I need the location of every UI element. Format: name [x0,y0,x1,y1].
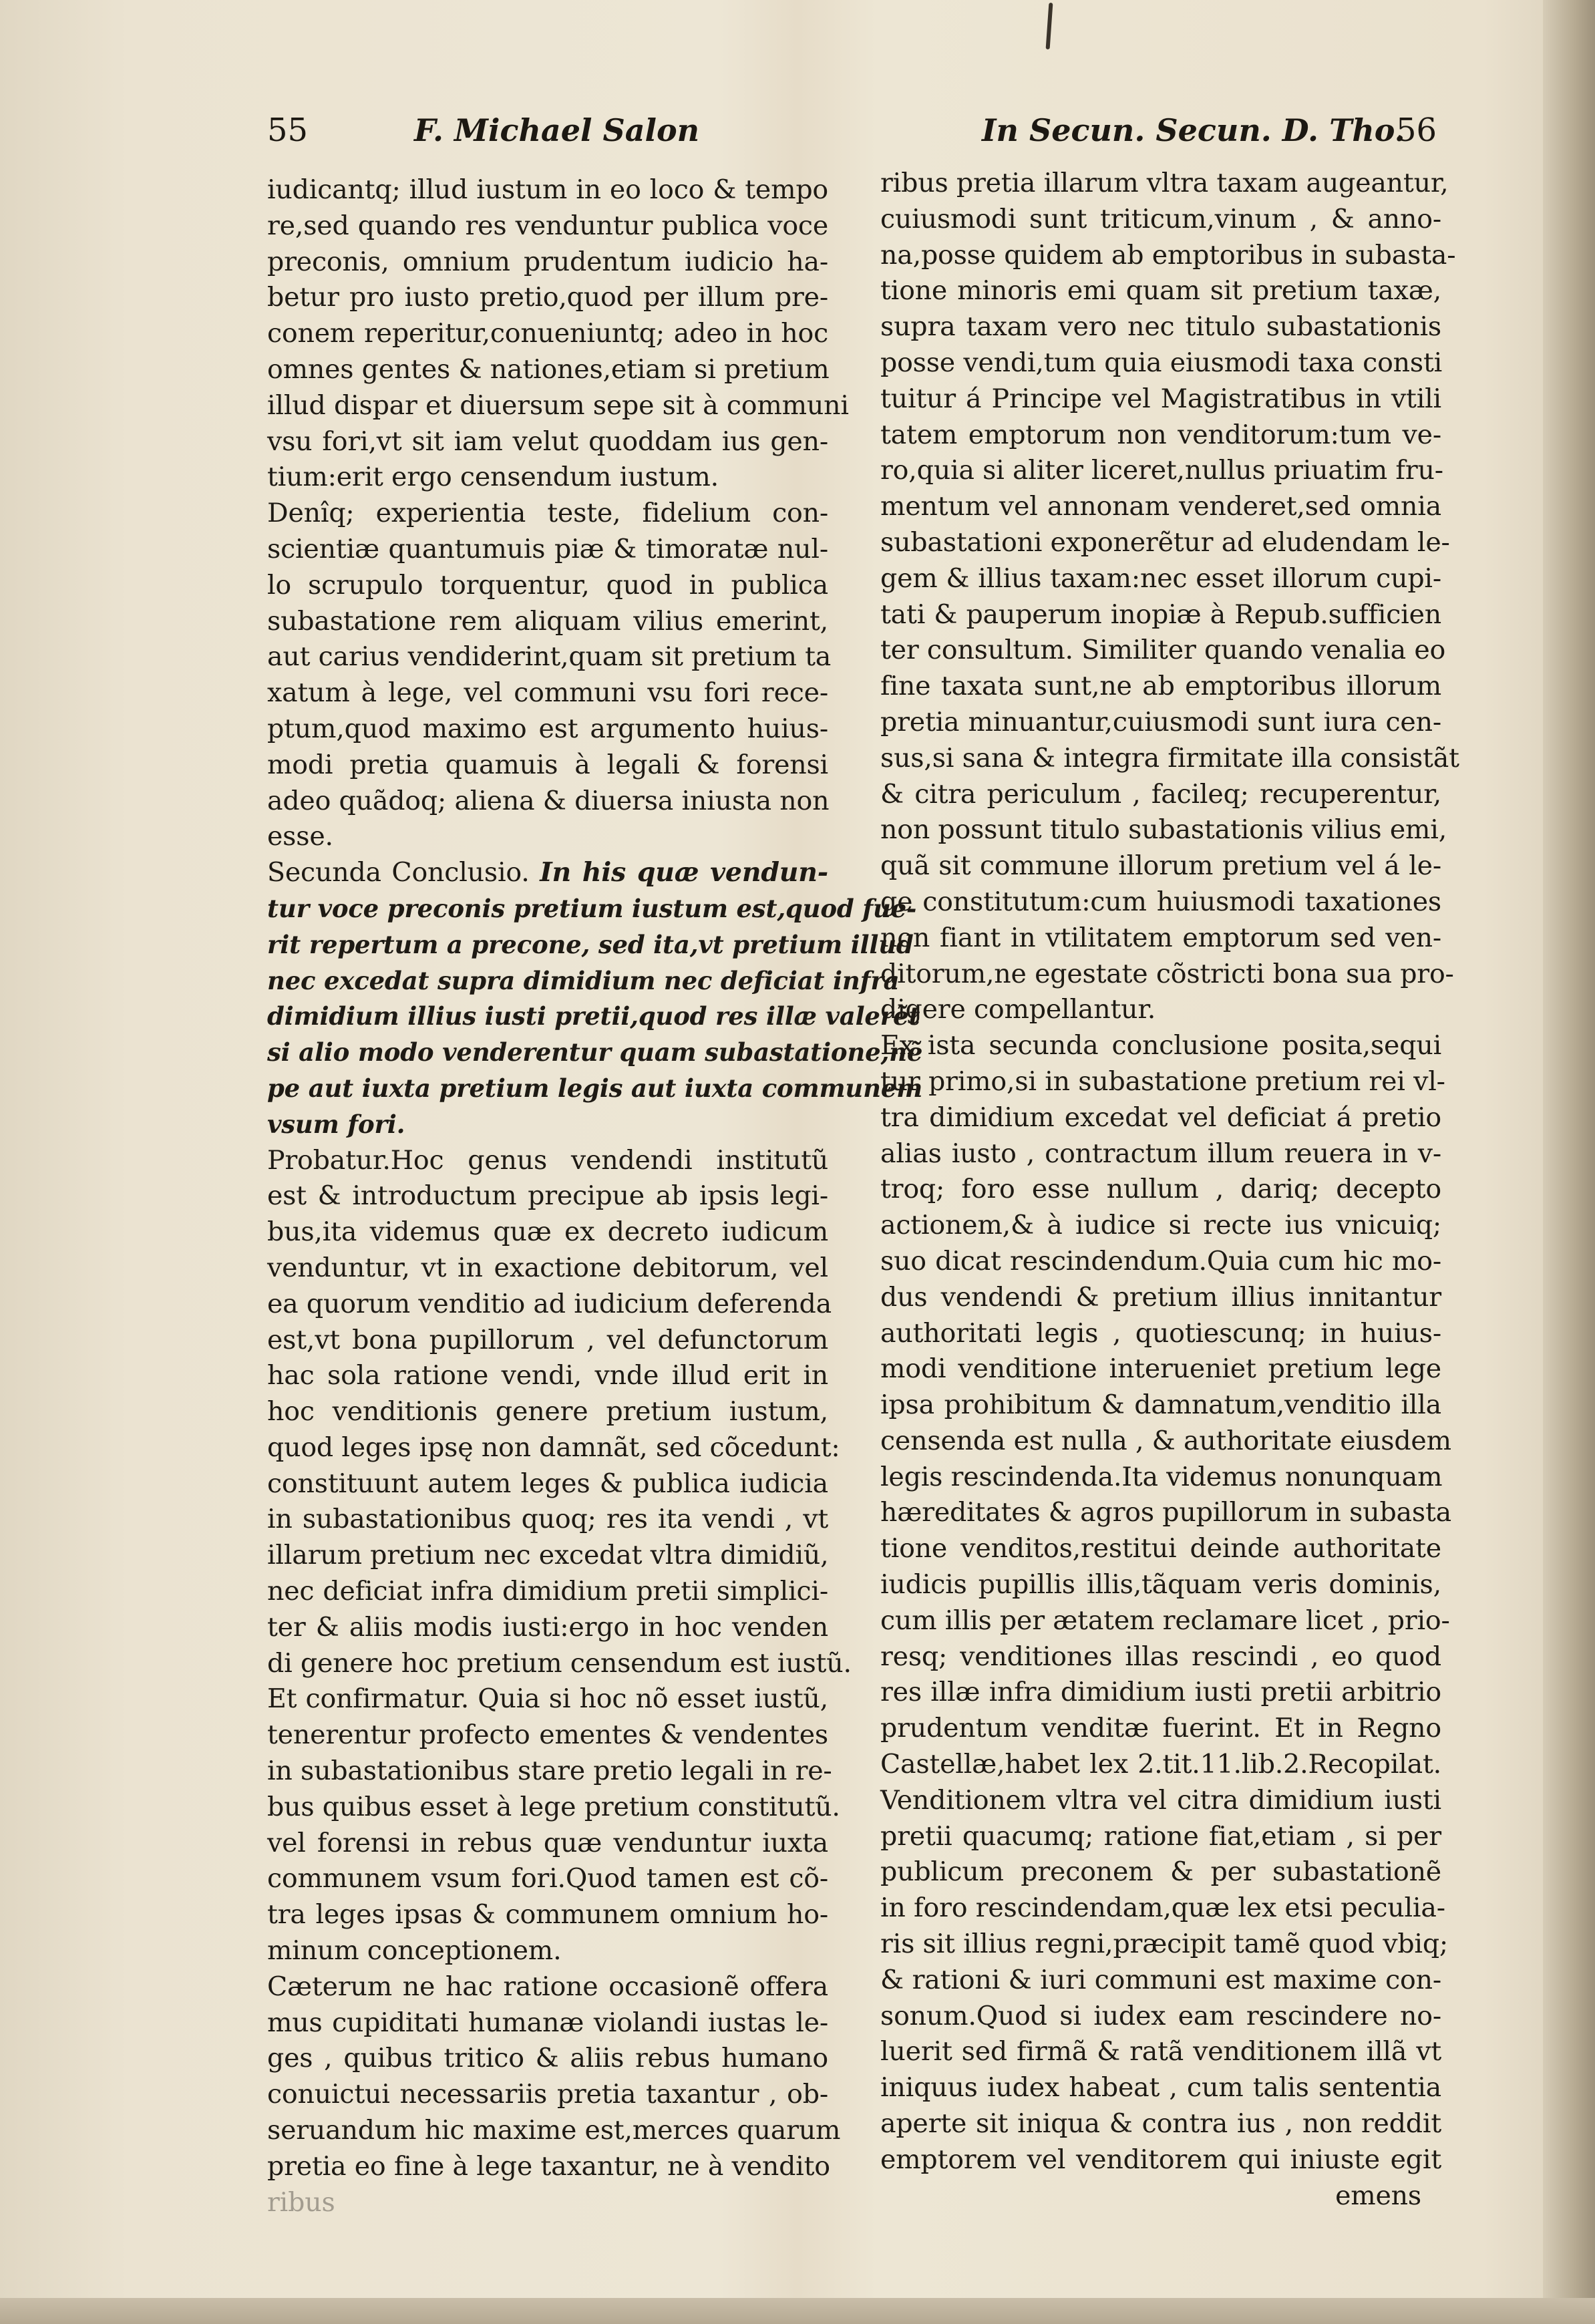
text-line: Probatur.Hoc genus vendendi institutũ [267,1144,828,1176]
text-line: adeo quãdoq; aliena & diuersa iniusta non [267,785,830,816]
text-line: hoc venditionis genere pretium iustum, [267,1396,828,1428]
text-line: nec deficiat infra dimidium pretii simplici- [267,1576,828,1607]
text-line: publicum preconem & per subastationẽ [880,1856,1441,1888]
text-line: tenerentur profecto ementes & vendentes [267,1719,828,1751]
text-line: tione minoris emi quam sit pretium taxæ, [880,275,1441,307]
text-line: ipsa prohibitum & damnatum,venditio illa [880,1389,1441,1421]
text-line: vsu fori,vt sit iam velut quoddam ius gen- [267,426,828,457]
text-line: alias iusto , contractum illum reuera in v- [880,1138,1441,1169]
text-line: ter & aliis modis iusti:ergo in hoc venden [267,1611,828,1643]
text-line: omnes gentes & nationes,etiam si pretium [267,353,830,385]
text-line: troq; foro esse nullum , dariq; decepto [880,1174,1441,1205]
text-line: non fiant in vtilitatem emptorum sed ven- [880,922,1441,953]
text-line: mentum vel annonam venderet,sed omnia [880,491,1441,522]
text-line: & citra periculum , facileq; recuperentur, [880,778,1441,810]
text-line: Et confirmatur. Quia si hoc nõ esset iustũ, [267,1683,828,1715]
right-folio-number: 56 [1396,112,1437,149]
text-line: pe aut iuxta pretium legis aut iuxta communem [267,1073,923,1103]
text-line: scientiæ quantumuis piæ & timoratæ nul- [267,533,828,564]
text-line: tuitur á Principe vel Magistratibus in vtili [880,383,1441,414]
text-line: illud dispar et diuersum sepe sit à communi [267,389,849,421]
text-line: dus vendendi & pretium illius innitantur [880,1281,1441,1313]
ink-mark [1046,3,1053,49]
text-line: fine taxata sunt,ne ab emptoribus illorum [880,671,1441,702]
text-line: tium:erit ergo censendum iustum. [267,462,719,493]
text-line: iudicantq; illud iustum in eo loco & tempo [267,174,828,205]
text-line: pretii quacumq; ratione fiat,etiam , si per [880,1820,1441,1852]
text-line: cuiusmodi sunt triticum,vinum , & anno- [880,203,1441,234]
text-line: ptum,quod maximo est argumento huius- [267,713,828,744]
text-line: nec excedat supra dimidium nec deficiat infra [267,965,900,995]
text-line: censenda est nulla , & authoritate eiusdem [880,1425,1451,1456]
text-line: tur primo,si in subastatione pretium rei vl- [880,1065,1445,1097]
text-line: venduntur, vt in exactione debitorum, vel [267,1252,828,1283]
text-line: hac sola ratione vendi, vnde illud erit in [267,1360,828,1391]
text-line: esse. [267,821,333,852]
text-line: emptorem vel venditorem qui iniuste egit [880,2144,1441,2175]
text-line: bus quibus esset à lege pretium constitutũ. [267,1791,840,1822]
text-line: luerit sed firmã & ratã venditionem illã vt [880,2036,1441,2067]
text-line: na,posse quidem ab emptoribus in subasta- [880,239,1456,271]
text-line: suo dicat rescindendum.Quia cum hic mo- [880,1245,1441,1277]
text-line: Cæterum ne hac ratione occasionẽ offera [267,1971,828,2002]
text-line: betur pro iusto pretio,quod per illum pre- [267,282,828,313]
text-line: pretia eo fine à lege taxantur, ne à vendito [267,2150,830,2182]
text-line: subastatione rem aliquam vilius emerint, [267,605,828,637]
text-line: aut carius vendiderint,quam sit pretium ta [267,641,832,673]
text-line: tatem emptorum non venditorum:tum ve- [880,419,1441,450]
text-line: hæreditates & agros pupillorum in subasta [880,1497,1451,1528]
text-line: ea quorum venditio ad iudicium deferenda [267,1288,832,1319]
text-line: Secunda Conclusio. In his quæ vendun- [267,857,828,888]
text-line: non possunt titulo subastationis vilius emi, [880,814,1447,846]
text-line: ditorum,ne egestate cõstricti bona sua pro- [880,958,1454,989]
text-line: in subastationibus quoq; res ita vendi , vt [267,1504,828,1535]
text-line: ter consultum. Similiter quando venalia eo [880,635,1446,666]
left-folio-number: 55 [267,112,309,149]
text-line: actionem,& à iudice si recte ius vnicuiq; [880,1210,1441,1241]
text-line: cum illis per ætatem reclamare licet , prio- [880,1605,1450,1636]
text-line: tati & pauperum inopiæ à Repub.sufficien [880,599,1441,630]
text-line: subastationi exponerẽtur ad eludendam le- [880,526,1450,558]
text-line: iudicis pupillis illis,tãquam veris dominis, [880,1569,1441,1601]
text-line: legis rescindenda.Ita videmus nonunquam [880,1461,1443,1492]
text-line: vsum fori. [267,1109,405,1139]
text-line: illarum pretium nec excedat vltra dimidiũ, [267,1540,829,1571]
text-line: conem reperitur,conueniuntq; adeo in hoc [267,318,828,349]
text-line: modi pretia quamuis à legali & forensi [267,749,828,780]
text-line: modi venditione interueniet pretium lege [880,1353,1441,1385]
text-line: minum conceptionem. [267,1935,562,1967]
text-line: dimidium illius iusti pretii,quod res illæ valerẽt [267,1001,920,1031]
left-text-column [267,172,923,2220]
text-line: quã sit commune illorum pretium vel á le- [880,850,1441,882]
text-line: supra taxam vero nec titulo subastationis [880,311,1441,343]
page-fold-shadow [1543,0,1595,2324]
text-line: Venditionem vltra vel citra dimidium iusti [880,1784,1441,1816]
text-line: gem & illius taxam:nec esset illorum cupi- [880,562,1441,594]
text-line: & rationi & iuri communi est maxime con- [880,1964,1441,1995]
text-line: sonum.Quod si iudex eam rescindere no- [880,2000,1441,2031]
text-line: authoritati legis , quotiescunq; in huius- [880,1317,1441,1349]
text-line: tra dimidium excedat vel deficiat á pretio [880,1102,1441,1133]
text-line: iniquus iudex habeat , cum talis sententia [880,2072,1441,2104]
text-line: si alio modo venderentur quam subastatione,nẽ [267,1037,923,1067]
text-line: emens [1335,2180,1421,2211]
text-line: tur voce preconis pretium iustum est,quod fue- [267,893,917,923]
text-line: tione venditos,restitui deinde authoritate [880,1533,1441,1564]
text-line: in subastationibus stare pretio legali in re- [267,1756,832,1787]
text-line: ris sit illius regni,præcipit tamẽ quod vbiq; [880,1929,1449,1960]
text-line: ges , quibus tritico & aliis rebus humano [267,2043,828,2074]
text-line: ge constitutum:cum huiusmodi taxationes [880,886,1441,917]
text-line: seruandum hic maxime est,merces quarum [267,2115,841,2146]
text-line: quod leges ipsę non damnãt, sed cõcedunt: [267,1432,840,1463]
text-line: tra leges ipsas & communem omnium ho- [267,1899,828,1931]
text-line: conuictui necessariis pretia taxantur , ob- [267,2079,828,2110]
text-line: rit repertum a precone, sed ita,vt pretium illud [267,929,914,959]
text-line: pretia minuantur,cuiusmodi sunt iura cen- [880,706,1441,737]
text-line: prudentum venditæ fuerint. Et in Regno [880,1713,1441,1744]
text-line: xatum à lege, vel communi vsu fori rece- [267,677,828,709]
text-line: mus cupiditati humanæ violandi iustas le- [267,2007,828,2038]
text-line: lo scrupulo torquentur, quod in publica [267,569,828,601]
text-line: vel forensi in rebus quæ venduntur iuxta [267,1827,828,1858]
right-running-head: In Secun. Secun. D. Tho. [982,112,1405,148]
text-line: communem vsum fori.Quod tamen est cõ- [267,1863,828,1894]
text-line: Denîq; experientia teste, fidelium con- [267,498,828,529]
text-line: digere compellantur. [880,994,1156,1025]
text-line: est,vt bona pupillorum , vel defunctorum [267,1324,828,1355]
left-running-head: F. Michael Salon [414,112,700,148]
text-line: in foro rescindendam,quæ lex etsi peculia- [880,1892,1445,1924]
text-line: di genere hoc pretium censendum est iustũ. [267,1647,852,1679]
text-line: ribus pretia illarum vltra taxam augeantur, [880,168,1449,198]
text-line: aperte sit iniqua & contra ius , non reddit [880,2108,1441,2140]
text-line: preconis, omnium prudentum iudicio ha- [267,246,828,277]
right-text-column [880,166,1459,2214]
text-line: est & introductum precipue ab ipsis legi- [267,1180,828,1212]
text-line: re,sed quando res venduntur publica voce [267,210,828,241]
bottom-edge [0,2298,1595,2324]
text-line: res illæ infra dimidium iusti pretii arbitrio [880,1677,1441,1708]
text-line: resq; venditiones illas rescindi , eo quod [880,1641,1441,1672]
text-line: ro,quia si aliter liceret,nullus priuatim fru- [880,455,1443,486]
text-line: bus,ita videmus quæ ex decreto iudicum [267,1216,828,1248]
text-line: sus,si sana & integra firmitate illa consistãt [880,742,1459,774]
text-line: constituunt autem leges & publica iudicia [267,1468,828,1499]
text-line: Ex ista secunda conclusione posita,sequi [880,1030,1441,1061]
text-line: posse vendi,tum quia eiusmodi taxa consti [880,347,1443,378]
text-line: Castellæ,habet lex 2.tit.11.lib.2.Recopilat. [880,1749,1441,1780]
text-line: ribus [267,2186,335,2218]
